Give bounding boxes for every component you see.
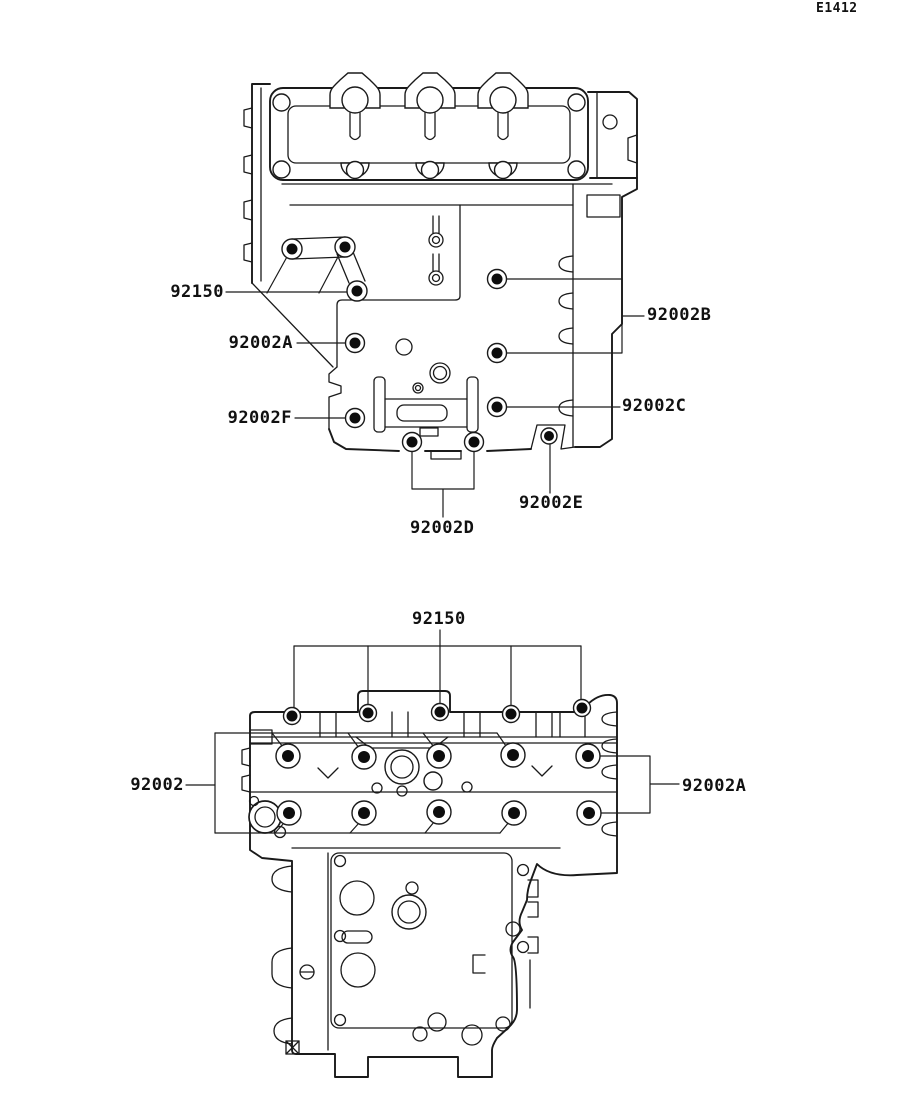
part-label-92002E-top: 92002E — [519, 493, 584, 513]
part-label-92002B-top: 92002B — [647, 305, 712, 325]
top-view-bolts — [282, 237, 557, 452]
part-label-92150-top: 92150 — [170, 282, 224, 302]
page-code: E1412 — [816, 1, 858, 16]
part-label-92002F-top: 92002F — [227, 408, 292, 428]
part-label-92002-front: 92002 — [130, 775, 184, 795]
top-view-leader-lines — [226, 253, 644, 517]
part-label-92002A-front: 92002A — [682, 776, 747, 796]
part-label-92002A-top: 92002A — [228, 333, 293, 353]
part-label-92150-front: 92150 — [412, 609, 466, 629]
part-label-92002C-top: 92002C — [622, 396, 687, 416]
top-view-drawing — [244, 73, 637, 459]
part-label-92002D-top: 92002D — [410, 518, 475, 538]
